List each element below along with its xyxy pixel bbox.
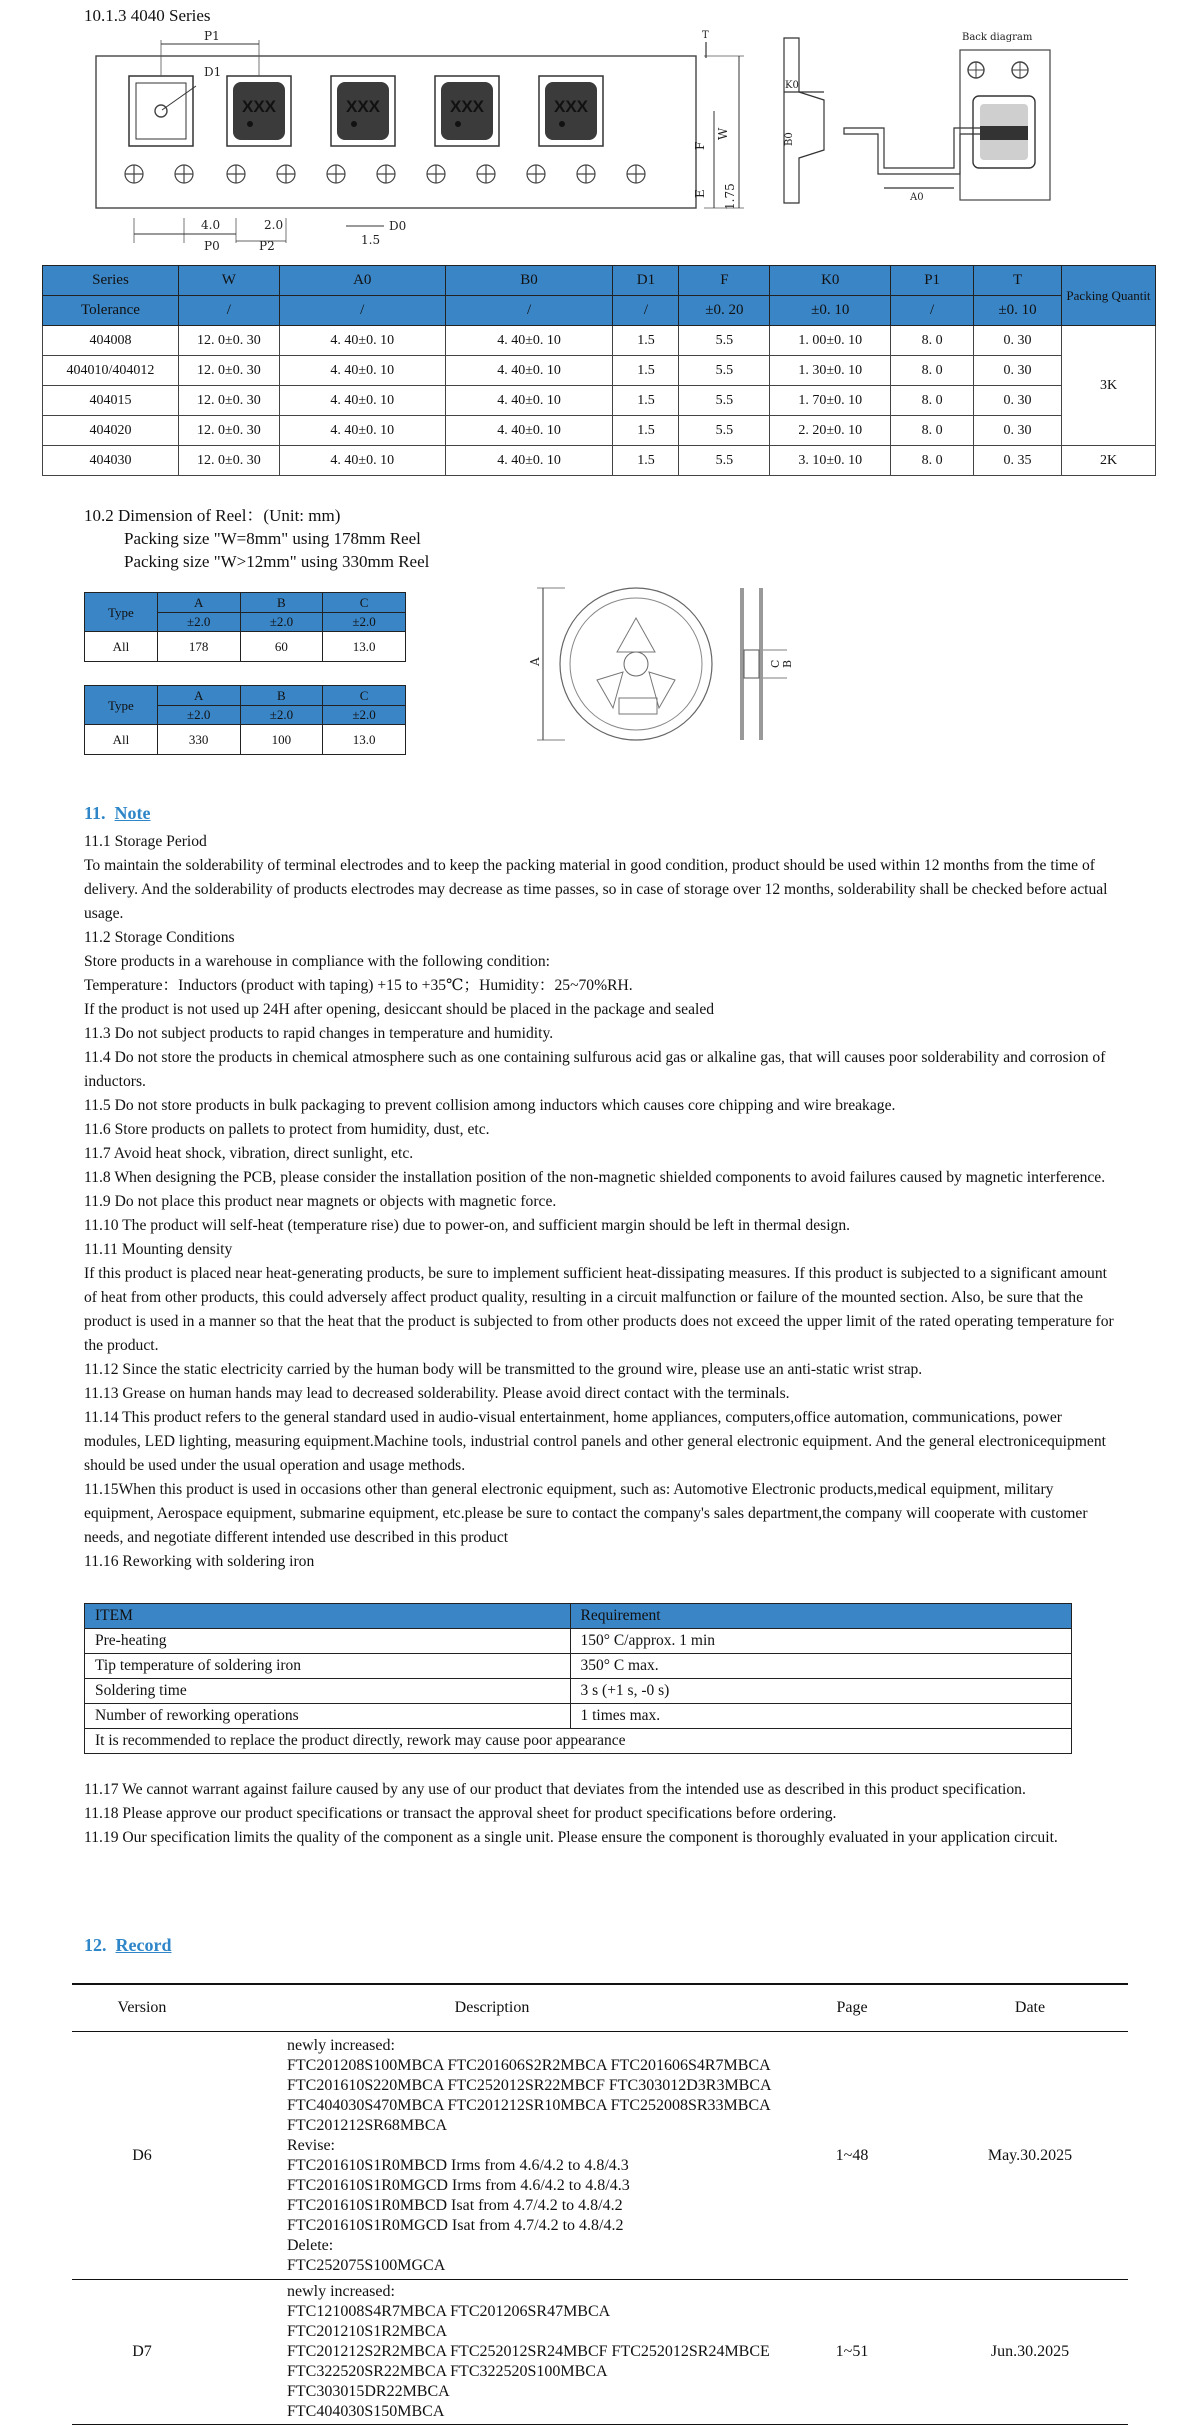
- col-header: P1: [891, 266, 974, 296]
- tape-dimension-table: [42, 265, 1156, 476]
- reel-table-330: Type A B C ±2.0 ±2.0 ±2.0 All 330 100 13.0: [84, 685, 406, 755]
- note-para: 11.19 Our specification limits the quality of the component as a single unit. Please ensure the component is thoroughly evaluated in your application circuit.: [84, 1829, 1058, 1846]
- table-row: 404020 12. 0±0. 30 4. 40±0. 10 4. 40±0. 10 1.5 5.5 2. 20±0. 10 8. 0 0. 30: [43, 416, 1156, 446]
- dim-e-value: 1.75: [723, 183, 737, 210]
- record-table: Version Description Page Date D6 newly increased: FTC201208S100MBCA FTC201606S2R2MBCA FTC201606S4R7MBCA FTC201610S220MBCA FTC252012SR22MBCF FTC303012D3R3MBCA FTC404030S470MBCA FTC201212SR10MBCA FTC252008SR33MBCA FTC201212SR68MBCA Revise: FTC201610S1R0MBCD Irms from 4.6/4.2 to 4.8/4.3 FTC201610S1R0MGCD Irms from 4.6/4.2 to 4.8/4.3 FTC201610S1R0MBCD Isat from 4.7/4.2 to 4.8/4.2 FTC201610S1R0MGCD Isat from 4.7/4.2 to 4.8/4.2 Delete: FTC252075S100MGCA 1~48 May.30.2025 D7 newly increased: FTC121008S4R7MBCA FTC201206SR47MBCA FTC201210S1R2MBCA FTC201212S2R2MBCA FTC252012SR24MBCF FTC252012SR24MBCE FTC322520SR22MBCA FTC322520S100MBCA FTC303015DR22MBCA FTC404030S150MBCA 1~51 Jun.30.2025: [72, 1983, 1128, 2425]
- reel-line-1: Packing size "W=8mm" using 178mm Reel: [124, 529, 421, 548]
- reel-diagram: [525, 580, 845, 750]
- note-tail: [84, 1778, 1118, 1850]
- note-para: If this product is placed near heat-generating products, be sure to implement sufficient heat-dissipating measures. If this product is subjected to a significant amount of heat from other products, this could adversely affect product quality, resulting in a circuit malfunction or failure of the mounted section. Also, be sure that the product is used in a manner so that the heat that the product is subjected to from other products does not exceed the upper limit of the rated operating temperature for the product.: [84, 1265, 1114, 1354]
- note-para: 11.4 Do not store the products in chemical atmosphere such as one containing sulfurous acid gas or alkaline gas, that will causes poor solderability and corrosion of inductors.: [84, 1049, 1106, 1090]
- pocket-component-2: [331, 76, 395, 146]
- dim-f-label: F: [693, 141, 707, 150]
- note-para: 11.10 The product will self-heat (temperature rise) due to power-on, and sufficient margin should be left in thermal design.: [84, 1217, 851, 1234]
- tape-diagram: [84, 28, 1164, 258]
- note-para: 11.8 When designing the PCB, please consider the installation position of the non-magnetic shielded components to avoid failures caused by magnetic interference.: [84, 1169, 1106, 1186]
- component-marking-2: XXX: [345, 97, 381, 116]
- dim-e-label: E: [693, 189, 707, 198]
- note-para: To maintain the solderability of terminal electrodes and to keep the packing material in good condition, product should be used within 12 months from the time of delivery. And the solderability of products electrodes may decrease as time passes, so in case of storage over 12 months, solderability shall be checked before actual usage.: [84, 857, 1108, 922]
- col-header: F: [679, 266, 770, 296]
- note-para: 11.18 Please approve our product specifications or transact the approval sheet for product specifications before ordering.: [84, 1805, 837, 1822]
- note-para: 11.7 Avoid heat shock, vibration, direct sunlight, etc.: [84, 1145, 414, 1162]
- note-para: 11.3 Do not subject products to rapid changes in temperature and humidity.: [84, 1025, 554, 1042]
- note-para: 11.15When this product is used in occasions other than general electronic equipment, such as: Automotive Electronic products,medical equipment, military equipment, Aerospace equipment, submarine equipment, etc.please be sure to contact the company's sales department,the company will cooperate with customer needs, and negotiate different intended use described in this product: [84, 1481, 1088, 1546]
- reel-title: 10.2 Dimension of Reel：(Unit: mm): [84, 506, 341, 525]
- reel-line-2: Packing size "W>12mm" using 330mm Reel: [124, 552, 430, 571]
- packing-3k: 3K: [1062, 326, 1156, 446]
- col-header: B0: [445, 266, 613, 296]
- sprocket-holes: [125, 165, 645, 183]
- note-para: Store products in a warehouse in compliance with the following condition:: [84, 953, 550, 970]
- col-header: D1: [613, 266, 679, 296]
- note-para: 11.11 Mounting density: [84, 1241, 233, 1258]
- table-row: Soldering time 3 s (+1 s, -0 s): [85, 1679, 1072, 1704]
- table-row: It is recommended to replace the product directly, rework may cause poor appearance: [85, 1729, 1072, 1754]
- pocket-component-3: [435, 76, 499, 146]
- table-row: D7 newly increased: FTC121008S4R7MBCA FTC201206SR47MBCA FTC201210S1R2MBCA FTC201212S2R2MBCA FTC252012SR24MBCF FTC252012SR24MBCE FTC322520SR22MBCA FTC322520S100MBCA FTC303015DR22MBCA FTC404030S150MBCA 1~51 Jun.30.2025: [72, 2280, 1128, 2425]
- reel-table-178: Type A B C ±2.0 ±2.0 ±2.0 All 178 60 13.0: [84, 592, 406, 662]
- tape-cross-section: [702, 30, 994, 203]
- tape-header-row: [43, 266, 1156, 296]
- svg-text:T: T: [702, 30, 709, 41]
- svg-text:A0: A0: [910, 192, 924, 203]
- packing-2k: 2K: [1062, 446, 1156, 476]
- svg-text:B: B: [781, 659, 794, 668]
- note-para: 11.6 Store products on pallets to protect from humidity, dust, etc.: [84, 1121, 490, 1138]
- note-para: 11.12 Since the static electricity carried by the human body will be transmitted to the ground wire, please use an anti-static wrist strap.: [84, 1361, 923, 1378]
- dim-d0-label: D0: [389, 219, 407, 233]
- component-marking-1: XXX: [241, 97, 277, 116]
- svg-text:C: C: [769, 659, 782, 668]
- table-row: All 330 100 13.0: [85, 725, 406, 755]
- svg-text:A: A: [528, 657, 542, 666]
- col-header: W: [178, 266, 279, 296]
- note-para: 11.1 Storage Period: [84, 833, 207, 850]
- record-heading: 12. Record: [84, 1935, 172, 1955]
- note-para: 11.13 Grease on human hands may lead to decreased solderability. Please avoid direct contact with the terminals.: [84, 1385, 790, 1402]
- col-header: T: [974, 266, 1062, 296]
- note-para: 11.9 Do not place this product near magnets or objects with magnetic force.: [84, 1193, 557, 1210]
- back-diagram: [960, 32, 1050, 200]
- col-header: K0: [770, 266, 891, 296]
- table-row: All 178 60 13.0: [85, 632, 406, 662]
- col-header-packing: Packing Quantit: [1062, 266, 1156, 326]
- pocket-component-4: [539, 76, 603, 146]
- dim-w-label: W: [716, 127, 730, 140]
- svg-text:K0: K0: [785, 80, 799, 91]
- tolerance-row: Tolerance / / / / ±0. 20 ±0. 10 / ±0. 10: [43, 296, 1156, 326]
- note-para: If the product is not used up 24H after opening, desiccant should be placed in the package and sealed: [84, 1001, 715, 1018]
- note-para: 11.5 Do not store products in bulk packaging to prevent collision among inductors which causes core chipping and wire breakage.: [84, 1097, 896, 1114]
- dim-p1-label: P1: [204, 29, 220, 43]
- col-header: Series: [43, 266, 179, 296]
- svg-text:Back diagram: Back diagram: [962, 32, 1033, 43]
- component-marking-4: XXX: [553, 97, 589, 116]
- note-para: Temperature：Inductors (product with taping) +15 to +35℃；Humidity：25~70%RH.: [84, 977, 633, 994]
- dim-d1-label: D1: [204, 65, 222, 79]
- dim-p2-label: P2: [259, 239, 275, 253]
- table-row: 404030 12. 0±0. 30 4. 40±0. 10 4. 40±0. 10 1.5 5.5 3. 10±0. 10 8. 0 0. 35 2K: [43, 446, 1156, 476]
- rework-table: ITEM Requirement Pre-heating 150° C/approx. 1 min Tip temperature of soldering iron 350° C max. Soldering time 3 s (+1 s, -0 s) Number of reworking operations 1 times max. It is recommended to replace the product directly, rework may cause poor appearance: [84, 1603, 1072, 1754]
- dim-p0-value: 4.0: [201, 218, 221, 232]
- table-row: 404015 12. 0±0. 30 4. 40±0. 10 4. 40±0. 10 1.5 5.5 1. 70±0. 10 8. 0 0. 30: [43, 386, 1156, 416]
- pocket-empty: [129, 76, 193, 146]
- dim-p0-label: P0: [204, 239, 220, 253]
- table-row: D6 newly increased: FTC201208S100MBCA FTC201606S2R2MBCA FTC201606S4R7MBCA FTC201610S220MBCA FTC252012SR22MBCF FTC303012D3R3MBCA FTC404030S470MBCA FTC201212SR10MBCA FTC252008SR33MBCA FTC201212SR68MBCA Revise: FTC201610S1R0MBCD Irms from 4.6/4.2 to 4.8/4.3 FTC201610S1R0MGCD Irms from 4.6/4.2 to 4.8/4.3 FTC201610S1R0MBCD Isat from 4.7/4.2 to 4.8/4.2 FTC201610S1R0MGCD Isat from 4.7/4.2 to 4.8/4.2 Delete: FTC252075S100MGCA 1~48 May.30.2025: [72, 2032, 1128, 2280]
- note-para: 11.16 Reworking with soldering iron: [84, 1553, 315, 1570]
- note-para: 11.14 This product refers to the general standard used in audio-visual entertainment, home appliances, computers,office automation, communications, power modules, LED lighting, measuring equipment.Machine tools, industrial control panels and other general electronic equipment. And the general electronicequipment should be used under the usual operation and usage methods.: [84, 1409, 1106, 1474]
- table-row: Tip temperature of soldering iron 350° C max.: [85, 1654, 1072, 1679]
- svg-text:B0: B0: [784, 132, 795, 146]
- note-heading: 11. Note: [84, 803, 151, 823]
- table-row: 404010/404012 12. 0±0. 30 4. 40±0. 10 4. 40±0. 10 1.5 5.5 1. 30±0. 10 8. 0 0. 30: [43, 356, 1156, 386]
- note-para: 11.2 Storage Conditions: [84, 929, 235, 946]
- pocket-component-1: [227, 76, 291, 146]
- col-header: A0: [279, 266, 445, 296]
- section-title-1013: 10.1.3 4040 Series: [84, 6, 211, 25]
- note-para: 11.17 We cannot warrant against failure caused by any use of our product that deviates from the intended use as described in this product specification.: [84, 1781, 1026, 1798]
- dim-d0-value: 1.5: [361, 233, 381, 247]
- note-body: [84, 830, 1118, 1574]
- table-row: Pre-heating 150° C/approx. 1 min: [85, 1629, 1072, 1654]
- table-row: 404008 12. 0±0. 30 4. 40±0. 10 4. 40±0. 10 1.5 5.5 1. 00±0. 10 8. 0 0. 30 3K: [43, 326, 1156, 356]
- dim-p2-value: 2.0: [264, 218, 284, 232]
- component-marking-3: XXX: [449, 97, 485, 116]
- table-row: Number of reworking operations 1 times max.: [85, 1704, 1072, 1729]
